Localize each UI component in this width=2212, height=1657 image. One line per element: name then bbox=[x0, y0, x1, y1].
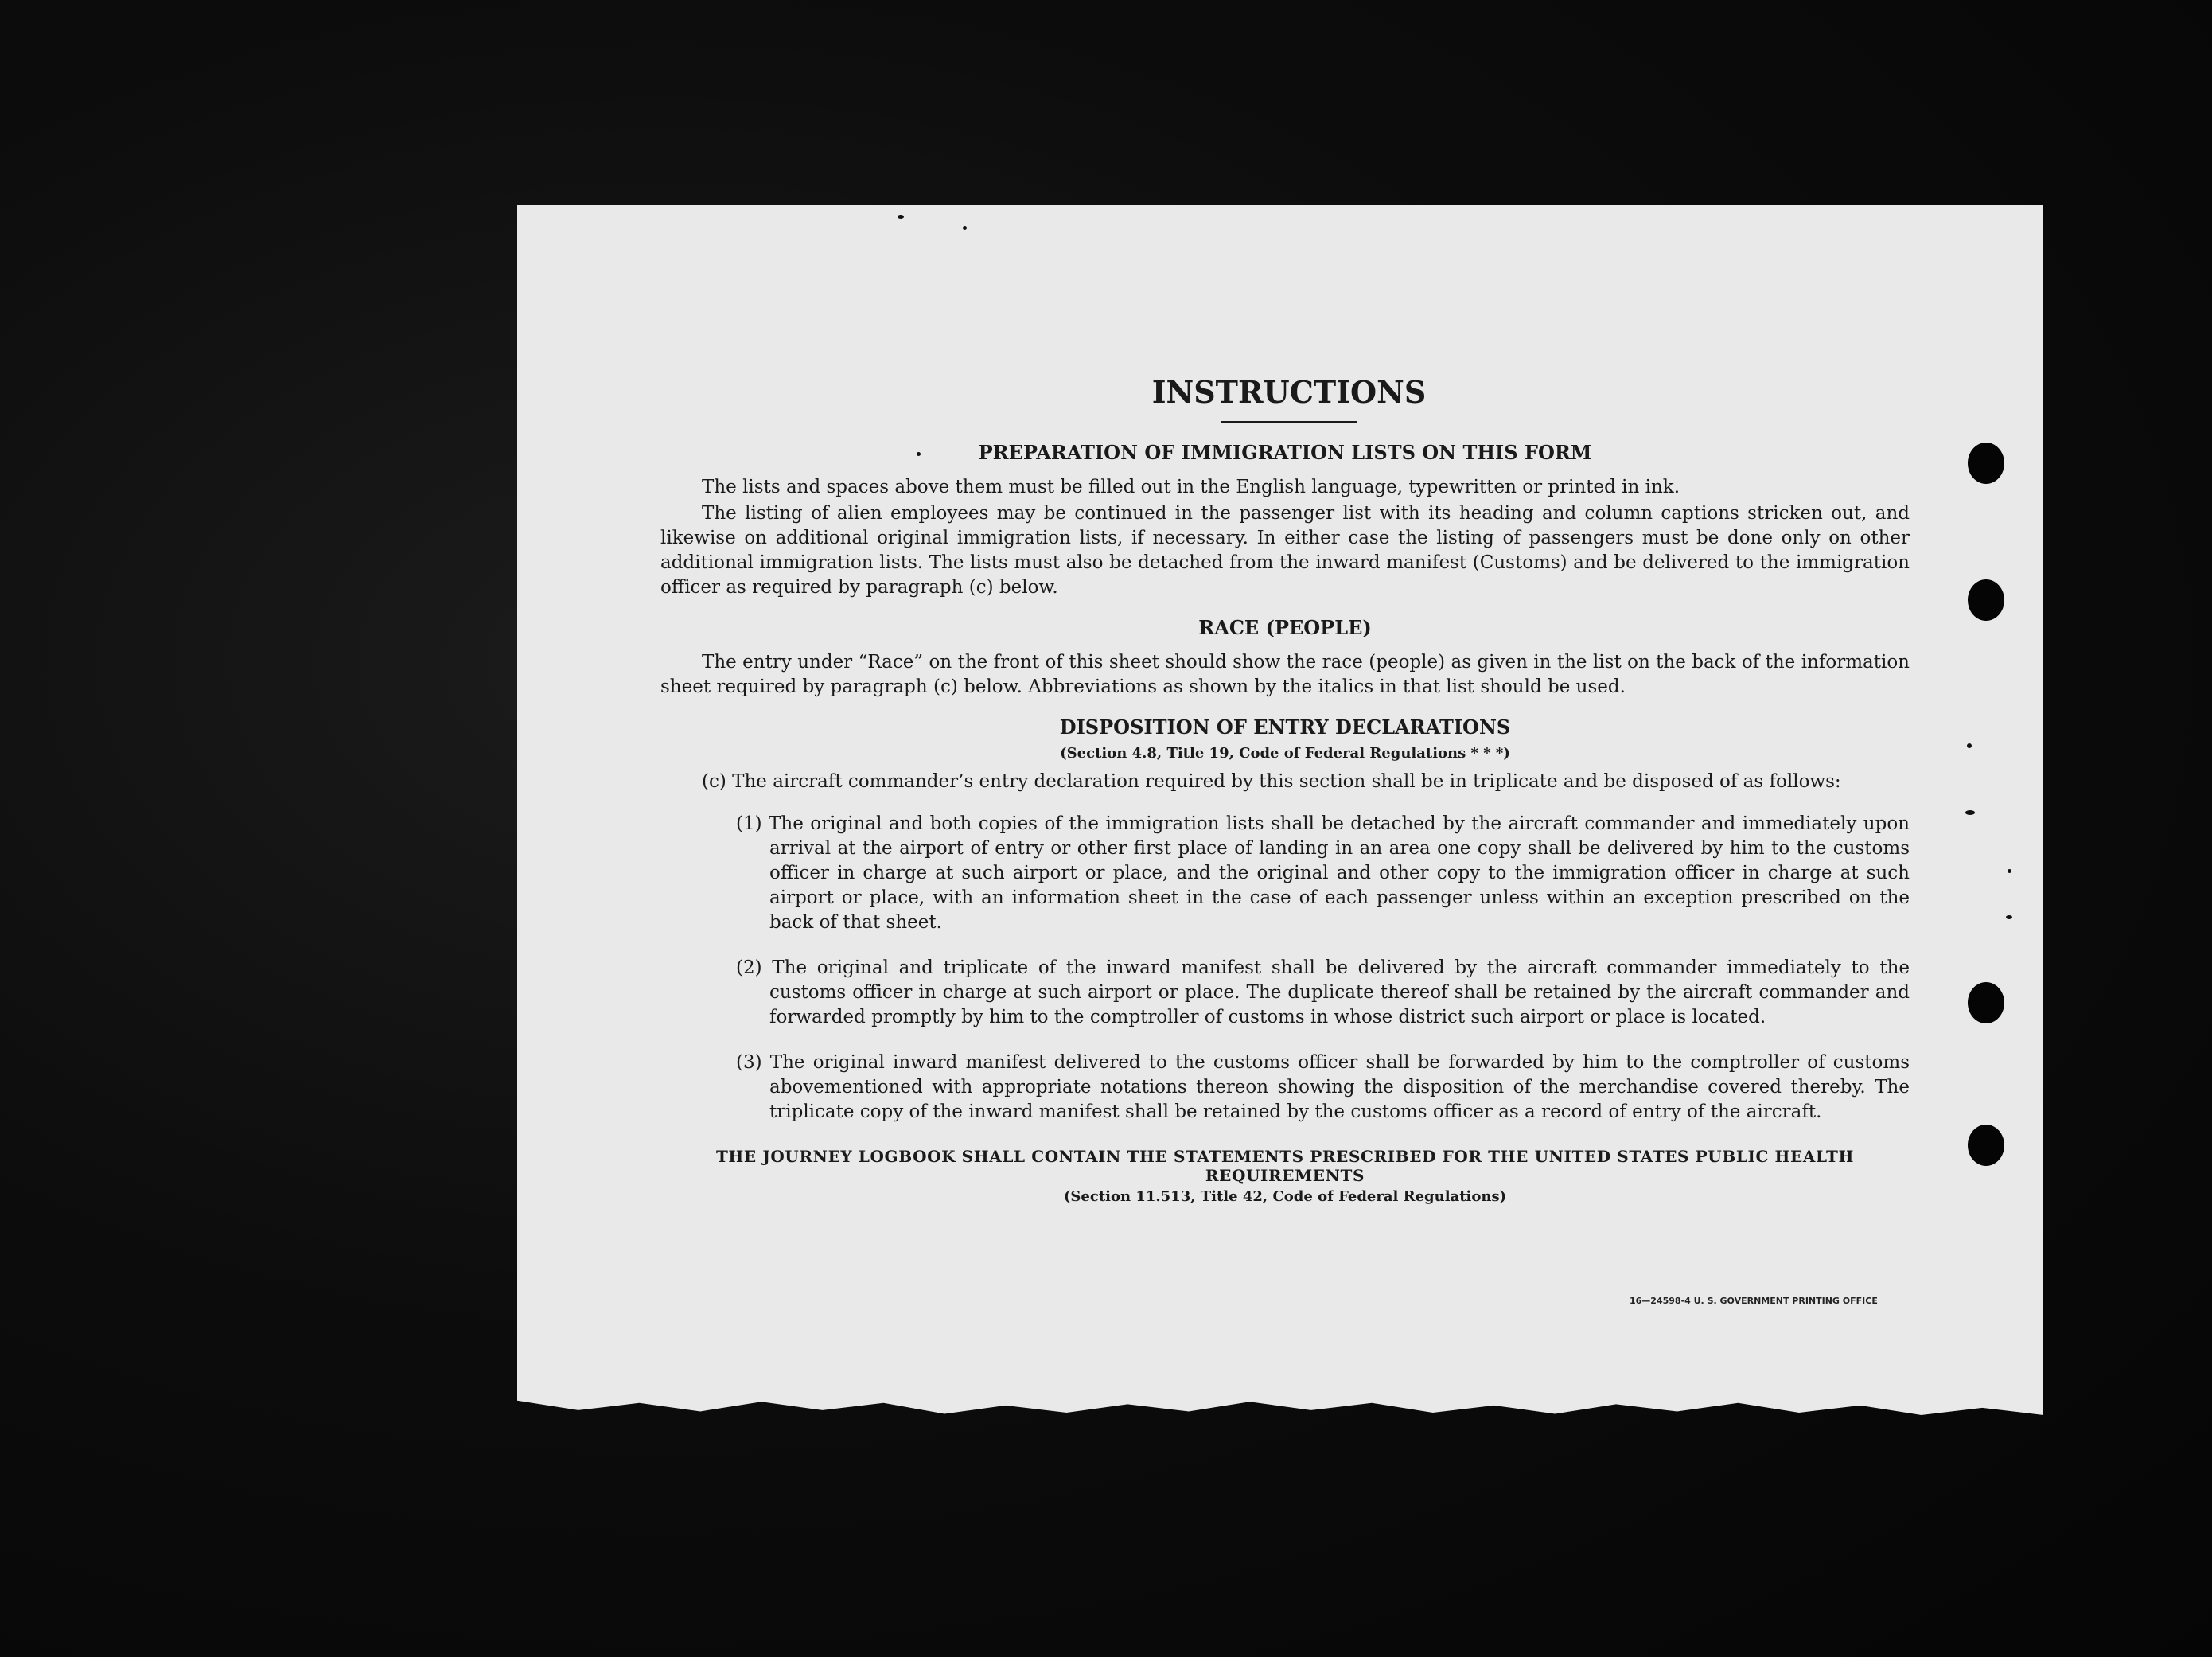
dust-speck bbox=[963, 226, 967, 230]
paragraph: The listing of alien employees may be continued in the passenger list with its heading and column captions stricken out, and likewise on additional original immigration lists, if necessary. In either case the listing of passengers must be done only on other additional immigration lists. The lists must also be detached from the inward manifest (Customs) and be delivered to the immigration officer as required by paragraph (c) below. bbox=[660, 503, 1910, 598]
citation: (Section 4.8, Title 19, Code of Federal Regulations * * *) bbox=[1060, 745, 1510, 762]
footer-citation: (Section 11.513, Title 42, Code of Federal Regulations) bbox=[1063, 1188, 1507, 1205]
paragraph: The lists and spaces above them must be filled out in the English language, typewritten or printed in ink. bbox=[702, 477, 1680, 497]
dust-speck bbox=[1965, 810, 1975, 815]
title-underline bbox=[1221, 421, 1357, 423]
document-body bbox=[660, 374, 1910, 1205]
list-item: (2) The original and triplicate of the inward manifest shall be delivered by the aircraft commander immediately to the customs officer in charge at such airport or place. The duplicate thereof shall be retained by the aircraft commander and forwarded promptly by him to the comptroller of customs in whose district such airport or place is located. bbox=[736, 957, 1910, 1027]
punch-hole bbox=[1968, 982, 2004, 1023]
section-heading-disposition: DISPOSITION OF ENTRY DECLARATIONS bbox=[1059, 715, 1511, 739]
dust-speck bbox=[1967, 743, 1972, 748]
dust-speck bbox=[2006, 915, 2012, 919]
page-title: INSTRUCTIONS bbox=[1151, 374, 1427, 410]
paragraph-c: (c) The aircraft commander’s entry declaration required by this section shall be in triplicate and be disposed of as follows: bbox=[702, 771, 1841, 792]
footer-notice: THE JOURNEY LOGBOOK SHALL CONTAIN THE STATEMENTS PRESCRIBED FOR THE UNITED STATES PUBLIC HEALTH REQUIREMENTS bbox=[715, 1147, 1855, 1185]
dust-speck bbox=[898, 215, 904, 219]
dust-speck bbox=[2008, 869, 2011, 873]
list-item: (3) The original inward manifest delivered to the customs officer shall be forwarded by him to the comptroller of customs abovementioned with appropriate notations thereon showing the disposition of the merchandise covered thereby. The triplicate copy of the inward manifest shall be retained by the customs officer as a record of entry of the aircraft. bbox=[736, 1052, 1910, 1122]
section-heading-preparation: PREPARATION OF IMMIGRATION LISTS ON THIS FORM bbox=[978, 441, 1592, 464]
punch-hole bbox=[1968, 1125, 2004, 1166]
punch-hole bbox=[1968, 579, 2004, 621]
section-heading-race: RACE (PEOPLE) bbox=[1198, 616, 1372, 639]
punch-hole bbox=[1968, 443, 2004, 484]
list-item: (1) The original and both copies of the immigration lists shall be detached by the aircraft commander and immediately upon arrival at the airport of entry or other first place of landing in an area one copy shall be delivered by him to the customs officer in charge at such airport or place, and the original and other copy to the immigration officer in charge at such airport or place, with an information sheet in the case of each passenger unless within an exception prescribed on the back of that sheet. bbox=[736, 813, 1910, 933]
printer-imprint: 16—24598-4 U. S. GOVERNMENT PRINTING OFFICE bbox=[1630, 1296, 1878, 1306]
paragraph: The entry under “Race” on the front of this sheet should show the race (people) as given in the list on the back of the information sheet required by paragraph (c) below. Abbreviations as shown by the italics in that list should be used. bbox=[660, 652, 1910, 697]
